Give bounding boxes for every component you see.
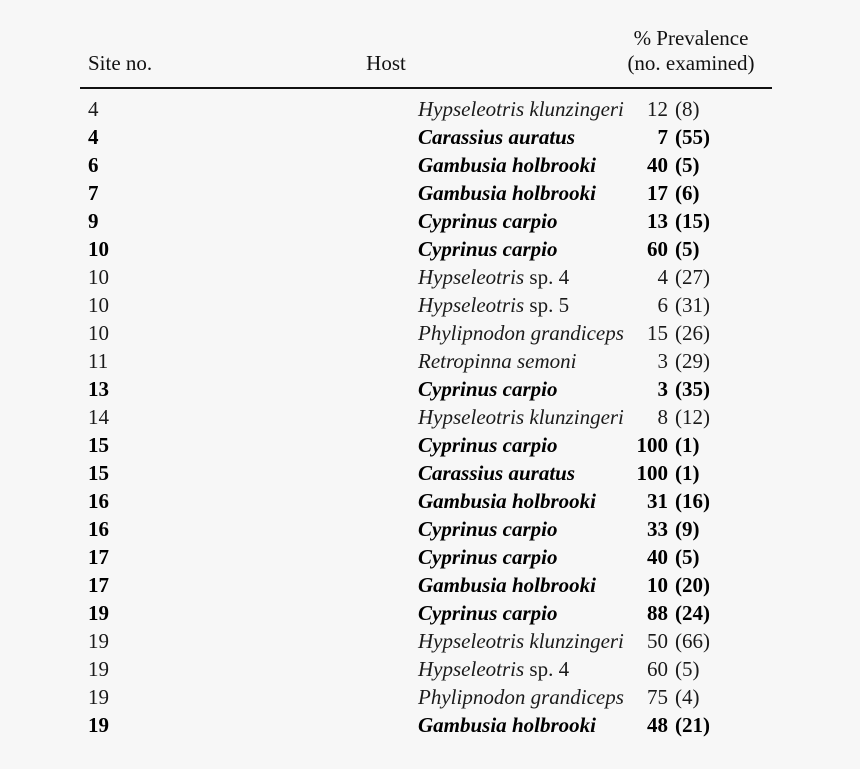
cell-prevalence [610, 291, 772, 319]
prevalence-percent: 8 [657, 405, 668, 429]
prevalence-value [610, 263, 772, 291]
cell-host [230, 599, 610, 627]
table-row [80, 431, 772, 459]
cell-site-no: 19 [88, 685, 109, 709]
cell-site-no: 16 [88, 517, 109, 541]
host-epithet: holbrooki [506, 181, 596, 205]
host-genus: Gambusia [418, 181, 507, 205]
host-epithet: sp. 4 [524, 657, 570, 681]
cell-site-no: 6 [88, 153, 99, 177]
prevalence-examined-count: (21) [675, 713, 710, 737]
host-epithet: carpio [497, 601, 558, 625]
cell-prevalence [610, 571, 772, 599]
prevalence-examined-count: (15) [675, 209, 710, 233]
prevalence-examined-count: (12) [675, 405, 710, 429]
host-genus: Gambusia [418, 489, 507, 513]
table-row [80, 319, 772, 347]
cell-prevalence [610, 403, 772, 431]
cell-site-no: 10 [88, 321, 109, 345]
cell-host [230, 179, 610, 207]
prevalence-examined-count: (5) [675, 657, 700, 681]
host-genus: Cyprinus [418, 545, 498, 569]
prevalence-value [610, 123, 772, 151]
host-epithet: carpio [497, 517, 558, 541]
prevalence-value [610, 95, 772, 123]
cell-host [230, 655, 610, 683]
host-genus: Gambusia [418, 713, 507, 737]
host-epithet: klunzingeri [524, 629, 624, 653]
cell-prevalence [610, 487, 772, 515]
table-row [80, 93, 772, 123]
prevalence-percent: 15 [647, 321, 668, 345]
cell-host [230, 459, 610, 487]
prevalence-value [610, 571, 772, 599]
cell-site-no: 7 [88, 181, 99, 205]
cell-prevalence [610, 627, 772, 655]
cell-host [230, 683, 624, 711]
cell-host [230, 151, 610, 179]
host-epithet: carpio [497, 545, 558, 569]
table-row [80, 263, 772, 291]
prevalence-percent: 7 [657, 125, 668, 149]
cell-site-no: 14 [88, 405, 109, 429]
cell-prevalence [610, 655, 772, 683]
table-row [80, 627, 772, 655]
prevalence-examined-count: (35) [675, 377, 710, 401]
prevalence-value [610, 235, 772, 263]
prevalence-value [610, 179, 772, 207]
host-genus: Phylipnodon [418, 685, 526, 709]
prevalence-value [610, 459, 772, 487]
prevalence-examined-count: (31) [675, 293, 710, 317]
table-row [80, 459, 772, 487]
prevalence-percent: 10 [647, 573, 668, 597]
prevalence-percent: 31 [647, 489, 668, 513]
prevalence-value [610, 291, 772, 319]
cell-site-no: 11 [88, 349, 109, 373]
column-header-prevalence-line2: (no. examined) [627, 51, 755, 75]
cell-host [230, 207, 610, 235]
prevalence-percent: 40 [647, 153, 668, 177]
prevalence-examined-count: (9) [675, 517, 700, 541]
prevalence-percent: 75 [647, 685, 668, 709]
host-genus: Phylipnodon [418, 321, 526, 345]
prevalence-percent: 3 [657, 349, 668, 373]
prevalence-examined-count: (20) [675, 573, 710, 597]
table-row [80, 151, 772, 179]
host-epithet: grandiceps [525, 685, 624, 709]
prevalence-percent: 48 [647, 713, 668, 737]
host-epithet: auratus [503, 461, 576, 485]
prevalence-percent: 4 [657, 265, 668, 289]
prevalence-percent: 40 [647, 545, 668, 569]
table-row [80, 179, 772, 207]
prevalence-value [610, 711, 772, 739]
header-rule [80, 87, 772, 89]
table-row [80, 655, 772, 683]
host-genus: Hypseleotris [418, 97, 525, 121]
prevalence-value [610, 207, 772, 235]
cell-site-no: 4 [88, 125, 99, 149]
cell-site-no: 10 [88, 265, 109, 289]
prevalence-percent: 60 [647, 237, 668, 261]
prevalence-value [610, 543, 772, 571]
cell-prevalence [610, 93, 772, 123]
host-genus: Cyprinus [418, 517, 498, 541]
cell-prevalence [610, 235, 772, 263]
table-row [80, 235, 772, 263]
table-row [80, 543, 772, 571]
host-epithet: holbrooki [506, 713, 596, 737]
host-genus: Gambusia [418, 573, 507, 597]
cell-prevalence [610, 683, 772, 711]
cell-host [230, 319, 624, 347]
host-genus: Carassius [418, 125, 504, 149]
host-genus: Cyprinus [418, 433, 498, 457]
cell-host [230, 291, 610, 319]
host-epithet: holbrooki [506, 573, 596, 597]
host-epithet: semoni [511, 349, 577, 373]
host-genus: Hypseleotris [418, 657, 525, 681]
cell-prevalence [610, 543, 772, 571]
cell-site-no: 15 [88, 461, 109, 485]
header-row [80, 26, 772, 82]
cell-site-no: 16 [88, 489, 109, 513]
cell-site-no: 17 [88, 573, 109, 597]
prevalence-percent: 6 [657, 293, 668, 317]
cell-site-no: 10 [88, 293, 109, 317]
cell-prevalence [610, 151, 772, 179]
prevalence-value [610, 655, 772, 683]
host-epithet: carpio [497, 237, 558, 261]
cell-host [230, 711, 610, 739]
cell-host [230, 235, 610, 263]
table-row [80, 571, 772, 599]
prevalence-examined-count: (1) [675, 461, 700, 485]
cell-host [230, 263, 610, 291]
prevalence-value [610, 487, 772, 515]
column-header-prevalence-line1: % Prevalence [633, 26, 749, 50]
host-genus: Cyprinus [418, 237, 498, 261]
cell-prevalence [610, 347, 772, 375]
prevalence-percent: 100 [636, 461, 668, 485]
cell-host [230, 627, 624, 655]
table-body [80, 93, 772, 739]
cell-site-no: 15 [88, 433, 109, 457]
host-genus: Cyprinus [418, 209, 498, 233]
prevalence-examined-count: (8) [675, 97, 700, 121]
host-genus: Hypseleotris [418, 265, 525, 289]
prevalence-examined-count: (4) [675, 685, 700, 709]
prevalence-examined-count: (66) [675, 629, 710, 653]
host-epithet: carpio [497, 209, 558, 233]
prevalence-examined-count: (29) [675, 349, 710, 373]
prevalence-examined-count: (5) [675, 153, 700, 177]
host-epithet: auratus [503, 125, 576, 149]
host-genus: Cyprinus [418, 377, 498, 401]
prevalence-percent: 88 [647, 601, 668, 625]
host-genus: Retropinna [418, 349, 512, 373]
prevalence-value [610, 319, 772, 347]
cell-prevalence [610, 711, 772, 739]
host-prevalence-table [80, 26, 772, 739]
host-genus: Hypseleotris [418, 293, 525, 317]
host-epithet: grandiceps [525, 321, 624, 345]
host-epithet: klunzingeri [524, 405, 624, 429]
cell-site-no: 4 [88, 97, 99, 121]
cell-site-no: 10 [88, 237, 109, 261]
prevalence-examined-count: (5) [675, 237, 700, 261]
host-genus: Hypseleotris [418, 629, 525, 653]
prevalence-value [610, 151, 772, 179]
host-genus: Hypseleotris [418, 405, 525, 429]
prevalence-percent: 50 [647, 629, 668, 653]
host-genus: Carassius [418, 461, 504, 485]
cell-prevalence [610, 123, 772, 151]
host-epithet: carpio [497, 377, 558, 401]
cell-host [230, 543, 610, 571]
cell-prevalence [610, 599, 772, 627]
header-rule-cell [80, 82, 772, 93]
table-row [80, 403, 772, 431]
prevalence-examined-count: (5) [675, 545, 700, 569]
cell-host [230, 571, 610, 599]
prevalence-value [610, 431, 772, 459]
prevalence-examined-count: (24) [675, 601, 710, 625]
cell-site-no: 9 [88, 209, 99, 233]
host-epithet: sp. 5 [524, 293, 570, 317]
host-epithet: klunzingeri [524, 97, 624, 121]
table-row [80, 487, 772, 515]
cell-host [230, 93, 624, 123]
host-epithet: sp. 4 [524, 265, 570, 289]
cell-host [230, 403, 624, 431]
prevalence-value [610, 599, 772, 627]
prevalence-percent: 17 [647, 181, 668, 205]
table-row [80, 375, 772, 403]
prevalence-percent: 60 [647, 657, 668, 681]
cell-prevalence [610, 431, 772, 459]
prevalence-value [610, 403, 772, 431]
cell-site-no: 19 [88, 601, 109, 625]
header-rule-row [80, 82, 772, 93]
cell-prevalence [610, 515, 772, 543]
cell-prevalence [610, 459, 772, 487]
column-header-prevalence [610, 26, 772, 82]
cell-host [230, 375, 610, 403]
prevalence-examined-count: (27) [675, 265, 710, 289]
table-row [80, 711, 772, 739]
cell-host [230, 431, 610, 459]
table-row [80, 123, 772, 151]
host-genus: Cyprinus [418, 601, 498, 625]
table-row [80, 515, 772, 543]
prevalence-examined-count: (16) [675, 489, 710, 513]
table-header [80, 26, 772, 93]
cell-prevalence [610, 375, 772, 403]
cell-site-no: 13 [88, 377, 109, 401]
column-header-host: Host [366, 51, 406, 75]
cell-prevalence [610, 207, 772, 235]
cell-site-no: 19 [88, 713, 109, 737]
prevalence-value [610, 375, 772, 403]
column-header-site-no: Site no. [88, 51, 153, 75]
cell-prevalence [610, 263, 772, 291]
cell-host [230, 347, 610, 375]
host-epithet: carpio [497, 433, 558, 457]
cell-prevalence [610, 179, 772, 207]
prevalence-percent: 100 [636, 433, 668, 457]
prevalence-value [610, 683, 772, 711]
table-row [80, 347, 772, 375]
prevalence-percent: 13 [647, 209, 668, 233]
prevalence-examined-count: (6) [675, 181, 700, 205]
prevalence-percent: 12 [647, 97, 668, 121]
prevalence-examined-count: (1) [675, 433, 700, 457]
cell-host [230, 487, 610, 515]
host-genus: Gambusia [418, 153, 507, 177]
prevalence-value [610, 627, 772, 655]
cell-host [230, 515, 610, 543]
prevalence-percent: 3 [657, 377, 668, 401]
cell-site-no: 17 [88, 545, 109, 569]
prevalence-examined-count: (55) [675, 125, 710, 149]
cell-host [230, 123, 610, 151]
host-epithet: holbrooki [506, 489, 596, 513]
prevalence-percent: 33 [647, 517, 668, 541]
prevalence-examined-count: (26) [675, 321, 710, 345]
table-row [80, 683, 772, 711]
host-epithet: holbrooki [506, 153, 596, 177]
table-row [80, 291, 772, 319]
cell-site-no: 19 [88, 629, 109, 653]
cell-prevalence [610, 319, 772, 347]
prevalence-value [610, 515, 772, 543]
cell-site-no: 19 [88, 657, 109, 681]
prevalence-value [610, 347, 772, 375]
table-row [80, 207, 772, 235]
table-row [80, 599, 772, 627]
